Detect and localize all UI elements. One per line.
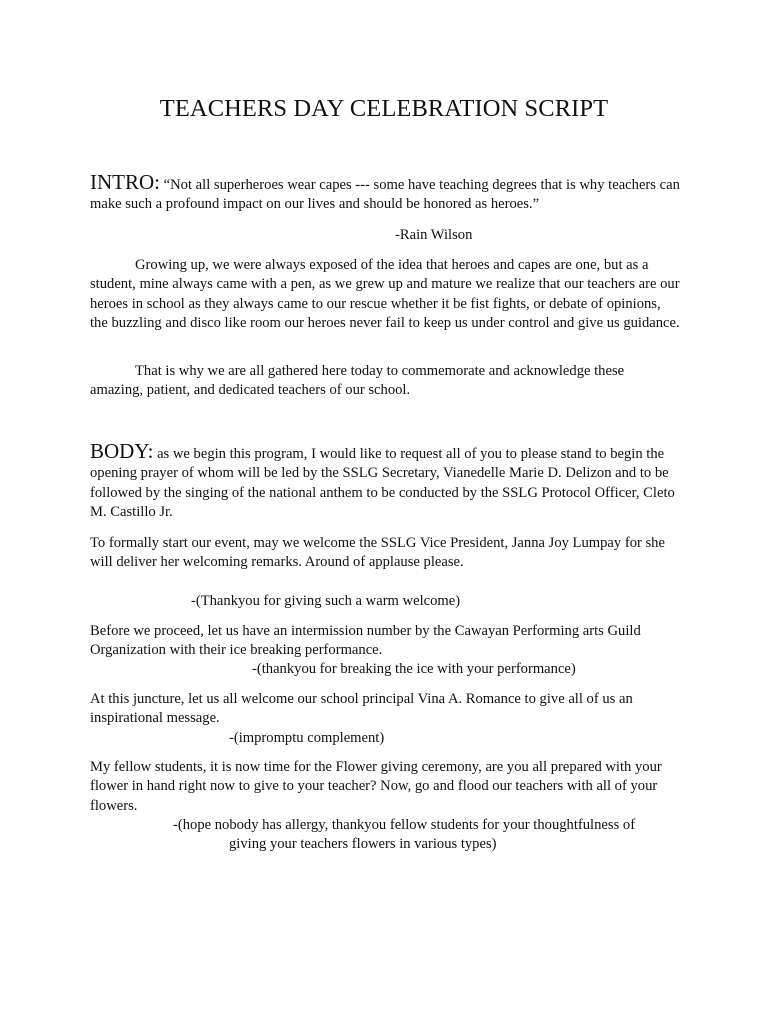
intro-paragraph-1: Growing up, we were always exposed of the idea that heroes and capes are one, but as a student, mine always came with a pen, as we grew up and mature we realize that our teachers are our heroes in school as they always came to our rescue whether it be fist fights, or debate of opinions, the buzzling and disco like room our heroes never fail to keep us under control and give us guidance. [90, 257, 680, 332]
body-paragraph-3: Before we proceed, let us have an intermission number by the Cawayan Performing arts Guild Organization with their ice breaking performance. [90, 623, 641, 659]
body-paragraph-5: My fellow students, it is now time for the Flower giving ceremony, are you all prepared with your flower in hand right now to give to your teacher? Now, go and flood our teachers with all of your flowers. [90, 759, 662, 814]
stage-note-2: -(thankyou for breaking the ice with your performance) [252, 661, 576, 677]
intro-paragraph-2: That is why we are all gathered here today to commemorate and acknowledge these amazing, patient, and dedicated teachers of our school. [90, 363, 625, 399]
quote-attribution: -Rain Wilson [395, 227, 473, 243]
body-paragraph-1 [90, 439, 680, 523]
page-title: TEACHERS DAY CELEBRATION SCRIPT [159, 95, 609, 122]
body-paragraph-1-text: as we begin this program, I would like to request all of you to please stand to begin the opening prayer of whom will be led by the SSLG Secretary, Vianedelle Marie D. Delizon and to be followed by the singing of the national anthem to be conducted by the SSLG Protocol Officer, Cleto M. Castillo Jr. [90, 446, 675, 521]
intro-label: INTRO: [90, 170, 160, 194]
body-paragraph-2: To formally start our event, may we welcome the SSLG Vice President, Janna Joy Lumpay for she will deliver her welcoming remarks. Around of applause please. [90, 535, 665, 571]
intro-quote-paragraph [90, 170, 680, 215]
intro-quote: “Not all superheroes wear capes --- some have teaching degrees that is why teachers can make such a profound impact on our lives and should be honored as heroes.” [90, 177, 680, 213]
stage-note-1: -(Thankyou for giving such a warm welcome) [191, 593, 461, 609]
body-label: BODY: [90, 439, 154, 463]
stage-note-4-line-1: -(hope nobody has allergy, thankyou fellow students for your thoughtfulness of [173, 817, 636, 833]
stage-note-3: -(impromptu complement) [229, 730, 385, 746]
body-paragraph-4: At this juncture, let us all welcome our school principal Vina A. Romance to give all of us an inspirational message. [90, 691, 633, 727]
stage-note-4-line-2: giving your teachers flowers in various types) [229, 836, 497, 852]
